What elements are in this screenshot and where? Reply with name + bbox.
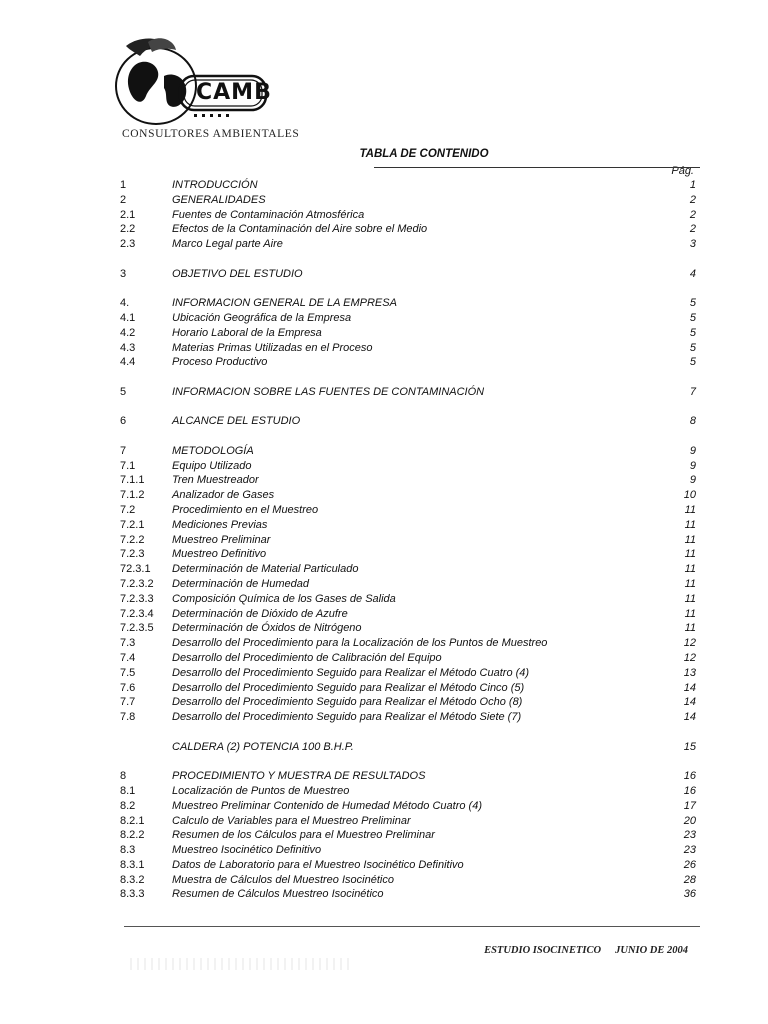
toc-entry-number: 7.5: [120, 666, 136, 679]
toc-entry: [120, 740, 696, 755]
toc-entry-title: PROCEDIMIENTO Y MUESTRA DE RESULTADOS: [172, 770, 426, 783]
toc-entry-title: METODOLOGÍA: [172, 444, 254, 457]
toc-entry: [120, 607, 696, 622]
toc-entry-page: 2: [689, 223, 696, 236]
footer: [484, 945, 688, 956]
toc-entry: [120, 178, 696, 193]
toc-entry-number: 7.1.2: [120, 489, 145, 502]
toc-entry-page: 5: [689, 311, 696, 324]
toc-entry-number: 7.2.3.5: [120, 622, 154, 635]
toc-entry-page: 4: [689, 267, 696, 280]
toc-entry: [120, 873, 696, 888]
toc-entry-number: 2.1: [120, 208, 136, 221]
toc-entry: [120, 651, 696, 666]
toc-entry: [120, 385, 696, 400]
toc-entry-number: 7.2.2: [120, 533, 145, 546]
page-column-label: Pág.: [671, 165, 694, 177]
document-title: TABLA DE CONTENIDO: [359, 148, 489, 160]
toc-entry-page: 11: [684, 563, 696, 576]
toc-entry: [120, 311, 696, 326]
toc-entry-page: 12: [683, 651, 696, 664]
company-name: CONSULTORES AMBIENTALES: [122, 128, 300, 140]
footer-rule: [124, 926, 700, 927]
header-rule: [374, 167, 700, 168]
toc-entry: [120, 267, 696, 282]
toc-entry: [120, 710, 696, 725]
toc-entry-number: 3: [120, 267, 127, 280]
toc-entry-page: 20: [683, 814, 696, 827]
toc-entry: [120, 695, 696, 710]
toc-entry-title: Determinación de Humedad: [172, 577, 309, 590]
toc-entry: [120, 326, 696, 341]
toc-entry-page: 11: [684, 503, 696, 516]
logo-dots: [194, 114, 229, 117]
toc-entry: [120, 636, 696, 651]
toc-entry-number: 7.4: [120, 651, 136, 664]
toc-entry: [120, 459, 696, 474]
toc-entry-title: OBJETIVO DEL ESTUDIO: [172, 267, 303, 280]
toc-entry: [120, 666, 696, 681]
toc-entry-number: 6: [120, 415, 127, 428]
toc-entry-number: 2.2: [120, 223, 136, 236]
toc-entry: [120, 222, 696, 237]
toc-entry-title: Muestra de Cálculos del Muestreo Isocinético: [172, 873, 394, 886]
toc-entry-page: 13: [683, 666, 696, 679]
toc-entry: [120, 414, 696, 429]
toc-entry-page: 9: [689, 459, 696, 472]
toc-entry-page: 3: [689, 238, 696, 251]
toc-entry-page: 8: [689, 415, 696, 428]
toc-entry: [120, 562, 696, 577]
toc-entry: [120, 237, 696, 252]
table-of-contents: [120, 178, 696, 902]
toc-entry-number: 4.4: [120, 356, 136, 369]
toc-entry-page: 5: [689, 356, 696, 369]
toc-entry-number: 8.3.2: [120, 873, 145, 886]
toc-entry-title: Calculo de Variables para el Muestreo Preliminar: [172, 814, 411, 827]
toc-entry-page: 11: [684, 622, 696, 635]
footer-date: JUNIO DE 2004: [615, 945, 688, 956]
toc-entry-title: Marco Legal parte Aire: [172, 238, 283, 251]
toc-entry-number: 8.2: [120, 799, 136, 812]
toc-entry-title: Desarrollo del Procedimiento Seguido para Realizar el Método Ocho (8): [172, 696, 523, 709]
toc-entry: [120, 621, 696, 636]
toc-entry: [120, 473, 696, 488]
toc-entry-page: 28: [683, 873, 696, 886]
toc-entry-number: 7.8: [120, 711, 136, 724]
toc-entry-title: Procedimiento en el Muestreo: [172, 503, 319, 516]
toc-entry: [120, 784, 696, 799]
toc-entry-title: Ubicación Geográfica de la Empresa: [172, 311, 352, 324]
toc-entry-title: Muestreo Isocinético Definitivo: [172, 844, 322, 857]
toc-entry-title: Muestreo Preliminar Contenido de Humedad Método Cuatro (4): [172, 799, 482, 812]
toc-entry: [120, 533, 696, 548]
toc-entry-title: CALDERA (2) POTENCIA 100 B.H.P.: [172, 740, 354, 753]
toc-entry-title: Fuentes de Contaminación Atmosférica: [172, 208, 365, 221]
toc-entry-number: 7.2.1: [120, 518, 145, 531]
toc-entry-number: 7.2.3.3: [120, 592, 154, 605]
toc-entry: [120, 577, 696, 592]
toc-entry-number: 4.2: [120, 326, 136, 339]
toc-entry-number: 8.2.1: [120, 814, 145, 827]
toc-entry-title: Desarrollo del Procedimiento de Calibración del Equipo: [172, 651, 442, 664]
toc-entry-page: 11: [684, 518, 696, 531]
toc-entry: [120, 503, 696, 518]
toc-entry-number: 7.2.3.4: [120, 607, 154, 620]
toc-entry-number: 72.3.1: [120, 563, 151, 576]
toc-entry-page: 2: [689, 193, 696, 206]
toc-entry-title: Muestreo Definitivo: [172, 548, 267, 561]
toc-entry-page: 15: [683, 740, 696, 753]
toc-entry-page: 11: [684, 607, 696, 620]
toc-entry-title: ALCANCE DEL ESTUDIO: [172, 415, 301, 428]
toc-entry-number: 7.1: [120, 459, 136, 472]
toc-entry: [120, 518, 696, 533]
toc-entry-page: 1: [689, 179, 696, 191]
toc-entry-page: 26: [683, 858, 696, 871]
toc-entry-title: Desarrollo del Procedimiento Seguido para Realizar el Método Cuatro (4): [172, 666, 530, 679]
toc-entry-page: 7: [689, 385, 696, 398]
toc-entry: [120, 799, 696, 814]
toc-entry: [120, 296, 696, 311]
toc-entry-title: Determinación de Material Particulado: [172, 563, 359, 576]
toc-entry: [120, 444, 696, 459]
toc-entry-title: Determinación de Dióxido de Azufre: [172, 607, 348, 620]
toc-entry-number: 7.2: [120, 503, 136, 516]
toc-entry-number: 4.1: [120, 311, 136, 324]
toc-entry: [120, 769, 696, 784]
toc-entry-number: 8.3.1: [120, 858, 145, 871]
toc-entry-number: 7.3: [120, 637, 136, 650]
toc-entry-title: Materias Primas Utilizadas en el Proceso: [172, 341, 373, 354]
toc-entry: [120, 843, 696, 858]
toc-entry-number: 4.3: [120, 341, 136, 354]
toc-entry: [120, 814, 696, 829]
toc-entry-title: GENERALIDADES: [172, 193, 266, 206]
toc-entry-title: Analizador de Gases: [172, 489, 275, 502]
toc-entry-number: 8.3: [120, 844, 136, 857]
toc-entry-title: Datos de Laboratorio para el Muestreo Isocinético Definitivo: [172, 858, 464, 871]
toc-entry-number: 4.: [120, 297, 130, 310]
toc-entry-number: 7.1.1: [120, 474, 145, 487]
toc-entry-number: 2.3: [120, 238, 136, 251]
company-logo: [112, 36, 282, 136]
toc-entry-title: Efectos de la Contaminación del Aire sobre el Medio: [172, 223, 428, 236]
toc-entry: [120, 341, 696, 356]
toc-entry-page: 14: [683, 711, 696, 724]
toc-entry: [120, 488, 696, 503]
toc-entry: [120, 887, 696, 902]
toc-entry-title: INTRODUCCIÓN: [172, 179, 258, 191]
toc-entry-page: 23: [683, 829, 696, 842]
toc-entry-title: Composición Química de los Gases de Salida: [172, 592, 396, 605]
toc-entry: [120, 208, 696, 223]
toc-entry-page: 10: [683, 489, 696, 502]
toc-entry-number: 8.2.2: [120, 829, 145, 842]
toc-entry-title: Horario Laboral de la Empresa: [172, 326, 322, 339]
toc-entry-page: 11: [684, 592, 696, 605]
toc-entry-title: Resumen de los Cálculos para el Muestreo Preliminar: [172, 829, 435, 842]
toc-entry: [120, 681, 696, 696]
toc-entry-number: 8: [120, 770, 127, 783]
toc-entry-title: INFORMACION SOBRE LAS FUENTES DE CONTAMINACIÓN: [172, 385, 485, 398]
toc-entry-title: Muestreo Preliminar: [172, 533, 271, 546]
toc-entry-title: Tren Muestreador: [172, 474, 259, 487]
toc-entry-number: 7.6: [120, 681, 136, 694]
toc-entry-number: 7.2.3: [120, 548, 145, 561]
toc-entry-page: 11: [684, 533, 696, 546]
toc-entry: [120, 547, 696, 562]
toc-entry-page: 36: [683, 888, 696, 901]
toc-entry-page: 17: [683, 799, 696, 812]
toc-entry-title: Localización de Puntos de Muestreo: [172, 784, 350, 797]
toc-entry-title: Mediciones Previas: [172, 518, 268, 531]
toc-entry-page: 16: [683, 770, 696, 783]
toc-entry-page: 16: [683, 784, 696, 797]
toc-entry: [120, 193, 696, 208]
toc-entry-number: 8.1: [120, 784, 136, 797]
toc-entry-number: 2: [120, 193, 127, 206]
toc-entry-page: 5: [689, 297, 696, 310]
toc-entry-number: 7.7: [120, 696, 136, 709]
toc-entry-title: Resumen de Cálculos Muestreo Isocinético: [172, 888, 384, 901]
toc-entry-page: 9: [689, 444, 696, 457]
toc-entry: [120, 592, 696, 607]
toc-entry-title: INFORMACION GENERAL DE LA EMPRESA: [172, 297, 397, 310]
toc-entry-number: 5: [120, 385, 127, 398]
toc-entry-page: 5: [689, 326, 696, 339]
toc-entry-page: 12: [683, 637, 696, 650]
toc-entry-title: Proceso Productivo: [172, 356, 268, 369]
toc-entry: [120, 355, 696, 370]
toc-entry-page: 23: [683, 844, 696, 857]
toc-entry-page: 14: [683, 696, 696, 709]
toc-entry-page: 9: [689, 474, 696, 487]
toc-entry-page: 2: [689, 208, 696, 221]
toc-entry-title: Determinación de Óxidos de Nitrógeno: [172, 622, 362, 635]
toc-entry: [120, 858, 696, 873]
toc-entry-page: 14: [683, 681, 696, 694]
toc-entry: [120, 828, 696, 843]
logo-text: CAMB: [196, 80, 272, 105]
toc-entry-page: 5: [689, 341, 696, 354]
toc-entry-page: 11: [684, 577, 696, 590]
toc-entry-number: 8.3.3: [120, 888, 145, 901]
toc-entry-number: 7: [120, 444, 127, 457]
toc-entry-title: Desarrollo del Procedimiento Seguido para Realizar el Método Siete (7): [172, 711, 522, 724]
toc-entry-title: Equipo Utilizado: [172, 459, 252, 472]
toc-entry-title: Desarrollo del Procedimiento Seguido para Realizar el Método Cinco (5): [172, 681, 525, 694]
toc-entry-page: 11: [684, 548, 696, 561]
footer-study: ESTUDIO ISOCINETICO: [484, 945, 602, 956]
toc-entry-title: Desarrollo del Procedimiento para la Localización de los Puntos de Muestreo: [172, 637, 548, 650]
toc-entry-number: 1: [120, 179, 127, 191]
scan-smudge: [130, 958, 350, 970]
toc-entry-number: 7.2.3.2: [120, 577, 154, 590]
